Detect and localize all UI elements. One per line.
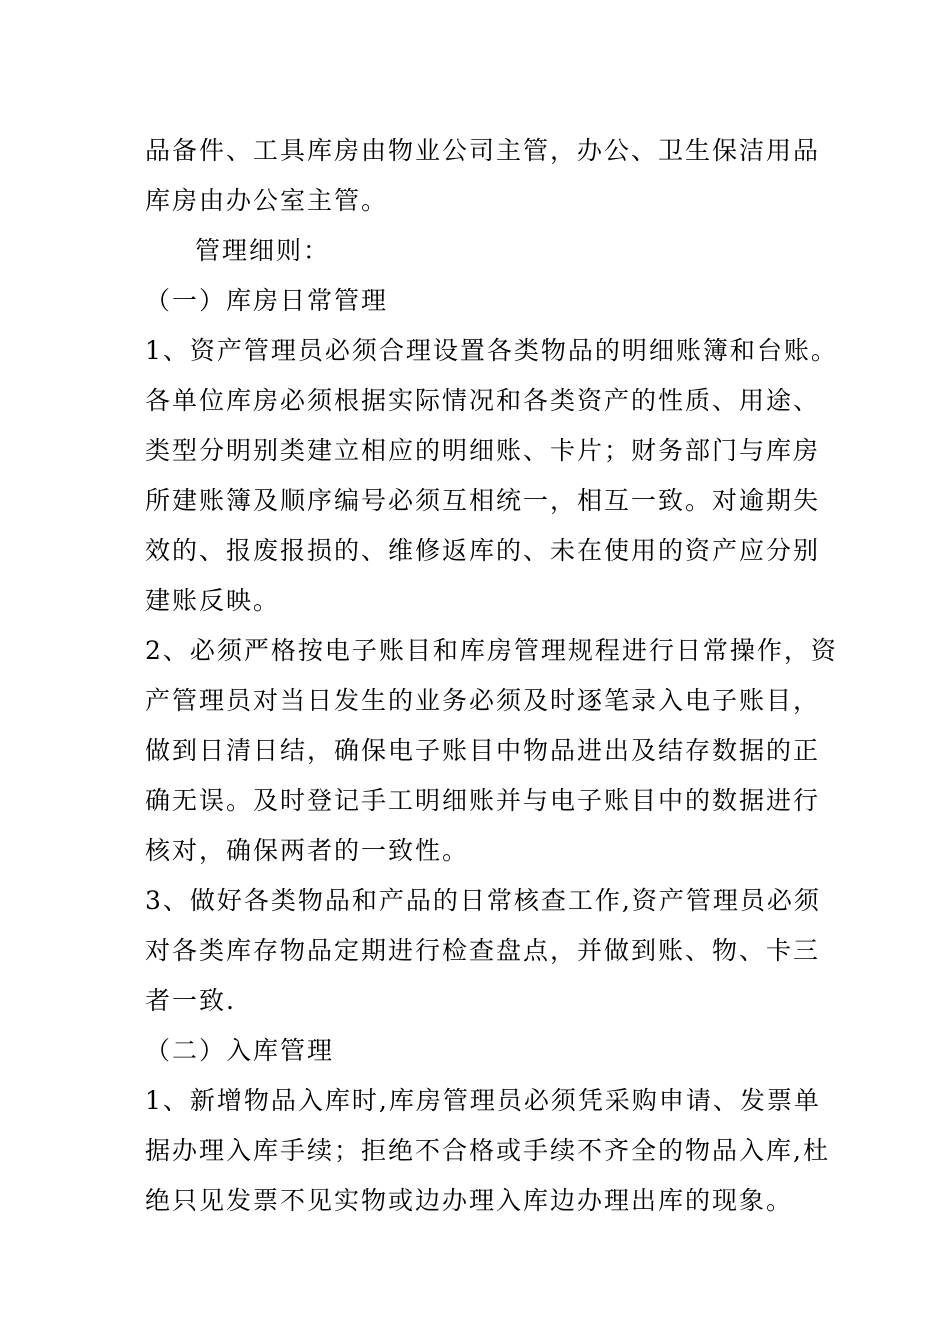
paragraph-line: 2、必须严格按电子账目和库房管理规程进行日常操作，资 <box>145 636 838 665</box>
paragraph-line: 1、资产管理员必须合理设置各类物品的明细账簿和台账。 <box>145 336 838 365</box>
paragraph-line: 1、新增物品入库时,库房管理员必须凭采购申请、发票单 <box>145 1086 821 1115</box>
paragraph-line: 确无误。及时登记手工明细账并与电子账目中的数据进行 <box>145 786 821 815</box>
paragraph-line: 据办理入库手续；拒绝不合格或手续不齐全的物品入库,杜 <box>145 1136 830 1165</box>
section-intro: 管理细则： <box>195 236 331 265</box>
paragraph-line: 各单位库房必须根据实际情况和各类资产的性质、用途、 <box>145 386 821 415</box>
paragraph-line: 品备件、工具库房由物业公司主管，办公、卫生保洁用品 <box>145 136 821 165</box>
paragraph-line: 库房由办公室主管。 <box>145 186 389 215</box>
paragraph-line: 所建账簿及顺序编号必须互相统一，相互一致。对逾期失 <box>145 486 821 515</box>
document-page <box>145 126 838 1226</box>
section-heading-1: （一）库房日常管理 <box>145 286 389 315</box>
paragraph-line: 绝只见发票不见实物或边办理入库边办理出库的现象。 <box>145 1186 794 1215</box>
paragraph-line: 类型分明别类建立相应的明细账、卡片；财务部门与库房 <box>145 436 821 465</box>
paragraph-line: 产管理员对当日发生的业务必须及时逐笔录入电子账目， <box>145 686 821 715</box>
paragraph-line: 效的、报废报损的、维修返库的、未在使用的资产应分别 <box>145 536 821 565</box>
section-heading-2: （二）入库管理 <box>145 1036 335 1065</box>
paragraph-line: 核对，确保两者的一致性。 <box>145 836 470 865</box>
paragraph-line: 建账反映。 <box>145 586 281 615</box>
paragraph-line: 做到日清日结，确保电子账目中物品进出及结存数据的正 <box>145 736 821 765</box>
paragraph-line: 3、做好各类物品和产品的日常核查工作,资产管理员必须 <box>145 886 821 915</box>
paragraph-line: 对各类库存物品定期进行检查盘点，并做到账、物、卡三 <box>145 936 821 965</box>
paragraph-line: 者一致. <box>145 986 236 1015</box>
